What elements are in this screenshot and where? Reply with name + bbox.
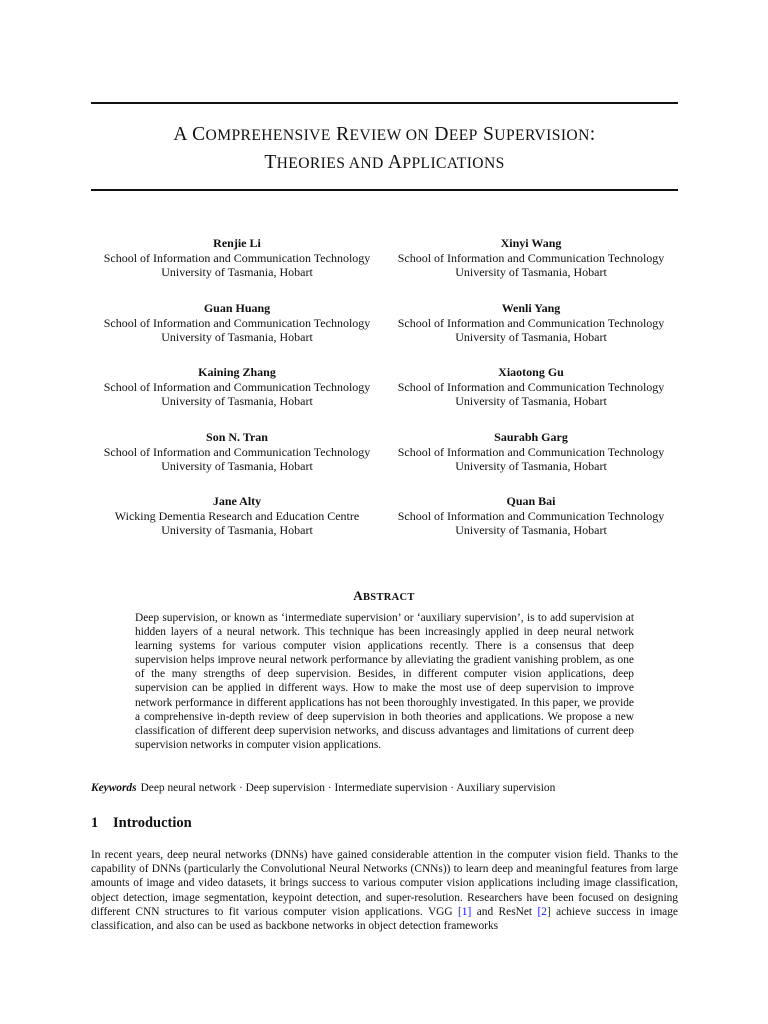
author-entry [87, 365, 387, 409]
author-name: Son N. Tran [206, 430, 268, 444]
author-affiliation: Wicking Dementia Research and Education Centre [114, 508, 360, 523]
author-university: University of Tasmania, Hobart [455, 523, 607, 537]
title-segment: D [434, 124, 449, 145]
author-university: University of Tasmania, Hobart [161, 265, 313, 279]
title-bottom-rule [91, 189, 678, 191]
citation-link-2[interactable]: [2] [537, 905, 551, 918]
author-university: University of Tasmania, Hobart [455, 394, 607, 408]
author-affiliation: School of Information and Communication Technology [103, 379, 371, 394]
section-number: 1 [91, 815, 99, 831]
author-entry [381, 301, 681, 345]
author-entry [87, 430, 387, 474]
author-affiliation: School of Information and Communication Technology [397, 315, 665, 330]
author-entry [381, 430, 681, 474]
author-name: Quan Bai [506, 494, 556, 508]
author-university: University of Tasmania, Hobart [161, 523, 313, 537]
section-title: Introduction [113, 815, 192, 831]
title-segment: HEORIES AND [276, 155, 384, 172]
title-segment: C [192, 124, 206, 145]
author-entry [87, 301, 387, 345]
abstract-text: Deep supervision, or known as ‘intermediate supervision’ or ‘auxiliary supervision’, is to add supervision at hidden layers of a neural network. This technique has been increasingly applied in deep neural network learning systems for various computer vision applications recently. There is a consensus that deep supervision helps improve neural network performance by alleviating the gradient vanishing problem, as one of the many strengths of deep supervision. Besides, in different computer vision applications, deep supervision can be applied in different ways. How to make the most use of deep supervision to improve network performance in different applications has not been thoroughly investigated. In this paper, we provide a comprehensive in-depth review of deep supervision in both theories and applications. We propose a new classification of different deep supervision networks, and discuss advantages and limitations of current deep supervision networks in computer vision applications. [135, 612, 634, 751]
title-segment: : [589, 124, 596, 145]
author-university: University of Tasmania, Hobart [455, 265, 607, 279]
author-affiliation: School of Information and Communication Technology [103, 315, 371, 330]
author-name: Jane Alty [212, 494, 262, 508]
citation-link-1[interactable]: [1] [458, 905, 472, 918]
keywords-text: Deep neural network · Deep supervision · Intermediate supervision · Auxiliary supervision [140, 782, 556, 794]
title-segment: PPLICATIONS [402, 155, 505, 172]
author-name: Guan Huang [203, 301, 271, 315]
keywords-line [91, 781, 678, 795]
author-entry [381, 365, 681, 409]
title-segment: EVIEW ON [349, 127, 430, 144]
title-segment: OMPREHENSIVE [205, 127, 331, 144]
title-top-rule [91, 102, 678, 104]
author-name: Wenli Yang [501, 301, 561, 315]
title-segment: R [336, 124, 350, 145]
paper-title-line-2 [91, 148, 678, 179]
author-entry [381, 494, 681, 538]
abstract-heading: ABSTRACT [353, 588, 415, 603]
author-university: University of Tasmania, Hobart [161, 459, 313, 473]
title-segment: A [173, 124, 187, 145]
author-affiliation: School of Information and Communication Technology [397, 444, 665, 459]
author-name: Renjie Li [213, 236, 261, 250]
author-entry [381, 236, 681, 280]
author-affiliation: School of Information and Communication Technology [103, 444, 371, 459]
author-name: Kaining Zhang [198, 365, 276, 379]
author-affiliation: School of Information and Communication Technology [103, 250, 371, 265]
keywords-label: Keywords [91, 782, 137, 794]
author-affiliation: School of Information and Communication Technology [397, 508, 665, 523]
author-entry [87, 236, 387, 280]
author-university: University of Tasmania, Hobart [455, 459, 607, 473]
title-segment: T [264, 152, 277, 173]
title-segment: EEP [448, 127, 478, 144]
author-name: Xinyi Wang [500, 236, 562, 250]
introduction-paragraph: In recent years, deep neural networks (DNNs) have gained considerable attention in the computer vision field. Thanks to the capability of DNNs (particularly the Convolutional Neural Networks (CNNs)) to learn deep and meaningful features from large amounts of image and video datasets, it brings success to various computer vision applications including image classification, object detection, image segmentation, keypoint detection, and super-resolution. Researchers have been focused on designing different CNN structures to fit various computer vision applications. VGG [1] and ResNet [2] achieve success in image classification, and also can be used as backbone networks in object detection frameworks [91, 849, 678, 933]
author-affiliation: School of Information and Communication Technology [397, 379, 665, 394]
author-name: Saurabh Garg [494, 430, 568, 444]
author-university: University of Tasmania, Hobart [161, 330, 313, 344]
paper-title-line-1 [91, 120, 678, 151]
author-name: Xiaotong Gu [498, 365, 564, 379]
author-entry [87, 494, 387, 538]
title-segment: S [483, 124, 495, 145]
author-university: University of Tasmania, Hobart [455, 330, 607, 344]
title-segment: A [387, 152, 403, 173]
author-university: University of Tasmania, Hobart [161, 394, 313, 408]
author-affiliation: School of Information and Communication Technology [397, 250, 665, 265]
title-segment: UPERVISION [494, 127, 590, 144]
section-heading-introduction [91, 815, 192, 832]
